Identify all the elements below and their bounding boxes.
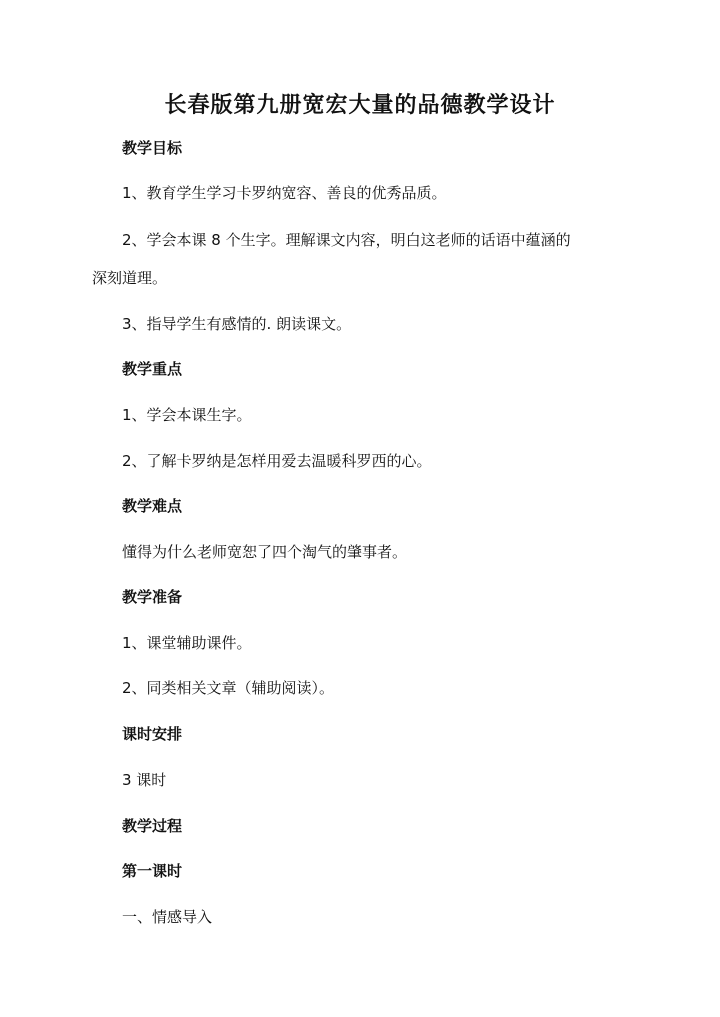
difficulty-item-1: 懂得为什么老师宽恕了四个淘气的肇事者。 (122, 543, 408, 561)
section-heading-goals: 教学目标 (122, 139, 183, 157)
goal-item-1: 1、教育学生学习卡罗纳宽容、善良的优秀品质。 (122, 184, 447, 202)
lesson-heading-1: 第一课时 (122, 862, 183, 880)
key-point-item-1: 1、学会本课生字。 (122, 406, 252, 424)
preparation-item-2: 2、同类相关文章（辅助阅读）。 (122, 679, 335, 697)
goal-item-3: 3、指导学生有感情的. 朗读课文。 (122, 315, 352, 333)
section-heading-preparation: 教学准备 (122, 588, 183, 606)
section-heading-difficulties: 教学难点 (122, 497, 183, 515)
preparation-item-1: 1、课堂辅助课件。 (122, 634, 252, 652)
document-title: 长春版第九册宽宏大量的品德教学设计 (164, 93, 556, 118)
schedule-item-1: 3 课时 (122, 771, 167, 789)
lesson-1-step-1: 一、情感导入 (122, 908, 213, 926)
section-heading-process: 教学过程 (122, 817, 183, 835)
goal-item-2-continued: 深刻道理。 (92, 269, 168, 287)
key-point-item-2: 2、了解卡罗纳是怎样用爱去温暖科罗西的心。 (122, 452, 432, 470)
goal-item-2: 2、学会本课 8 个生字。理解课文内容，明白这老师的话语中蕴涵的 (122, 231, 571, 249)
section-heading-schedule: 课时安排 (122, 725, 183, 743)
section-heading-key-points: 教学重点 (122, 360, 183, 378)
